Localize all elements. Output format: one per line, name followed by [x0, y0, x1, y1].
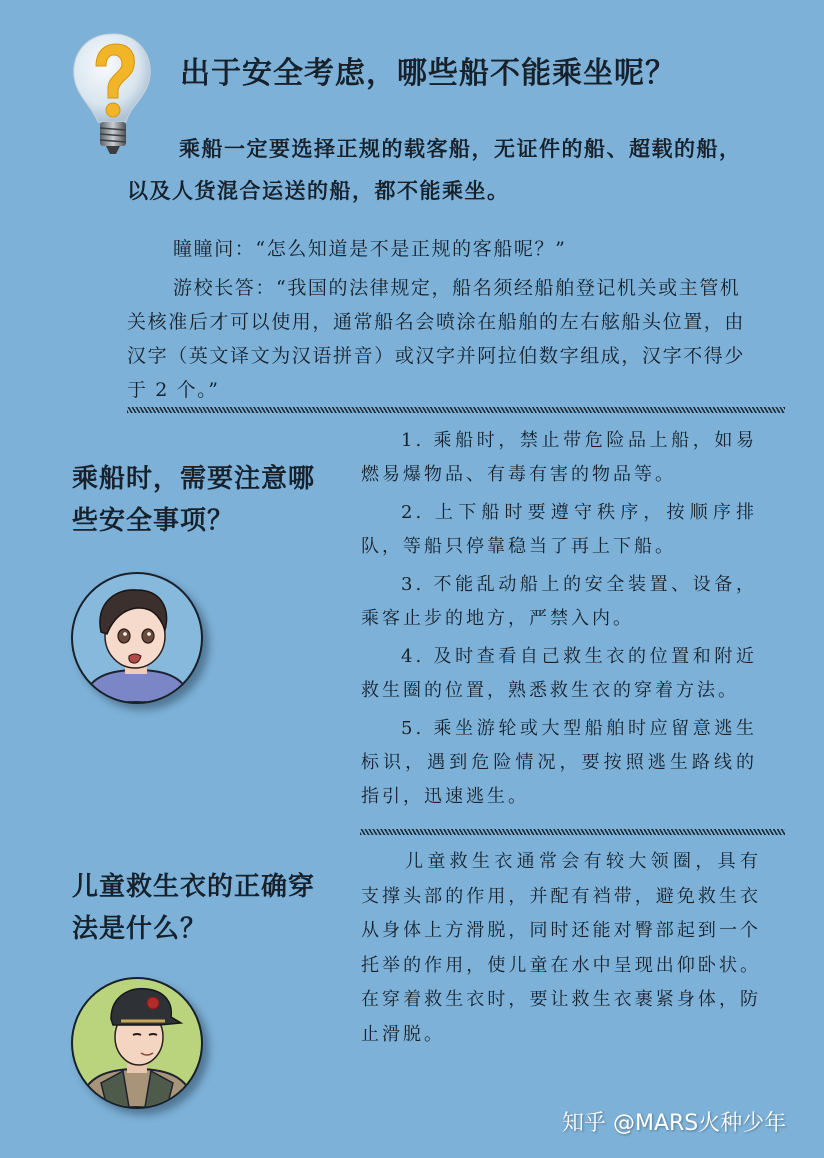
dialogue-question: 瞳瞳问：“怎么知道是不是正规的客船呢？”: [173, 238, 567, 260]
list-item: 3. 不能乱动船上的安全装置、设备，乘客止步的地方，严禁入内。: [361, 574, 757, 629]
dialogue-answer: 游校长答：“我国的法律规定，船名须经船舶登记机关或主管机关核准后才可以使用，通常船名会喷涂在船舶的左右舷船头位置，由汉字（英文译文为汉语拼音）或汉字并阿拉伯数字组成，汉字不得少于 2 个。”: [127, 277, 746, 401]
safety-section-heading: 乘船时，需要注意哪些安全事项？: [72, 464, 316, 536]
dialogue-block: [127, 232, 757, 412]
list-item: 4. 及时查看自己救生衣的位置和附近救生圈的位置，熟悉救生衣的穿着方法。: [361, 646, 757, 701]
lifejacket-section-heading: 儿童救生衣的正确穿法是什么？: [72, 872, 316, 944]
boy-avatar: [71, 572, 203, 704]
watermark: 知乎 @MARS火种少年: [562, 1111, 787, 1136]
list-item: 1. 乘船时，禁止带危险品上船，如易燃易爆物品、有毒有害的物品等。: [361, 430, 757, 485]
intro-text: 乘船一定要选择正规的载客船，无证件的船、超载的船，以及人货混合运送的船，都不能乘坐。: [127, 137, 742, 203]
safety-rules-list: [361, 424, 757, 818]
page-title: 出于安全考虑，哪些船不能乘坐呢？: [180, 56, 676, 91]
list-item: 2. 上下船时要遵守秩序，按顺序排队，等船只停靠稳当了再上下船。: [361, 502, 757, 557]
hatched-divider: [127, 407, 785, 413]
hatched-divider: [360, 829, 785, 835]
lifejacket-paragraph: 儿童救生衣通常会有较大领圈，具有支撑头部的作用，并配有裆带，避免救生衣从身体上方滑脱，同时还能对臀部起到一个托举的作用，使儿童在水中呈现出仰卧状。在穿着救生衣时，要让救生衣裹紧身体，防止滑脱。: [361, 851, 761, 1045]
principal-avatar: [71, 977, 203, 1109]
intro-paragraph: [127, 128, 757, 212]
list-item: 5. 乘坐游轮或大型船舶时应留意逃生标识，遇到危险情况，要按照逃生路线的指引，迅速逃生。: [361, 718, 757, 807]
